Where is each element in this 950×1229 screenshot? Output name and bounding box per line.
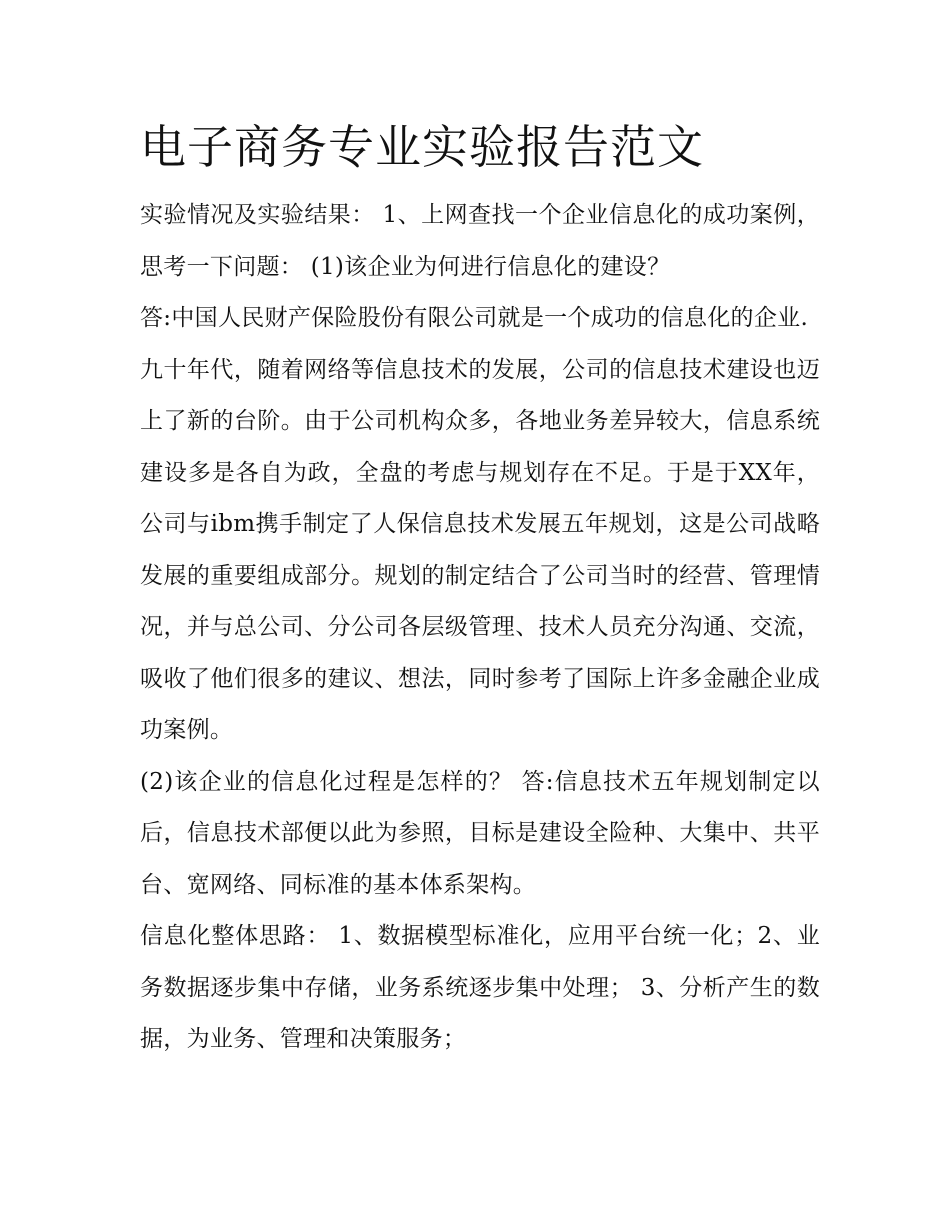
paragraph-answer-company: 答:中国人民财产保险股份有限公司就是一个成功的信息化的企业.	[140, 305, 809, 331]
paragraph-experiment-results: 实验情况及实验结果： 1、上网查找一个企业信息化的成功案例，思考一下问题： (1)该企业为何进行信息化的建设？	[140, 202, 820, 280]
document-title: 电子商务专业实验报告范文	[140, 120, 704, 174]
paragraph-informatization-process: (2)该企业的信息化过程是怎样的？ 答:信息技术五年规划制定以后，信息技术部便以此为参照，目标是建设全险种、大集中、共平台、宽网络、同标准的基本体系架构。	[140, 768, 820, 898]
document-body	[140, 112, 820, 1066]
paragraph-overall-approach: 信息化整体思路： 1、数据模型标准化，应用平台统一化；2、业务数据逐步集中存储，业务系统逐步集中处理； 3、分析产生的数据，为业务、管理和决策服务；	[140, 923, 820, 1052]
paragraph-nineties-background: 九十年代，随着网络等信息技术的发展，公司的信息技术建设也迈上了新的台阶。由于公司机构众多，各地业务差异较大，信息系统建设多是各自为政，全盘的考虑与规划存在不足。于是于XX年，公司与ibm携手制定了人保信息技术发展五年规划，这是公司战略发展的重要组成部分。规划的制定结合了公司当时的经营、管理情况，并与总公司、分公司各层级管理、技术人员充分沟通、交流，吸收了他们很多的建议、想法，同时参考了国际上许多金融企业成功案例。	[140, 356, 820, 743]
